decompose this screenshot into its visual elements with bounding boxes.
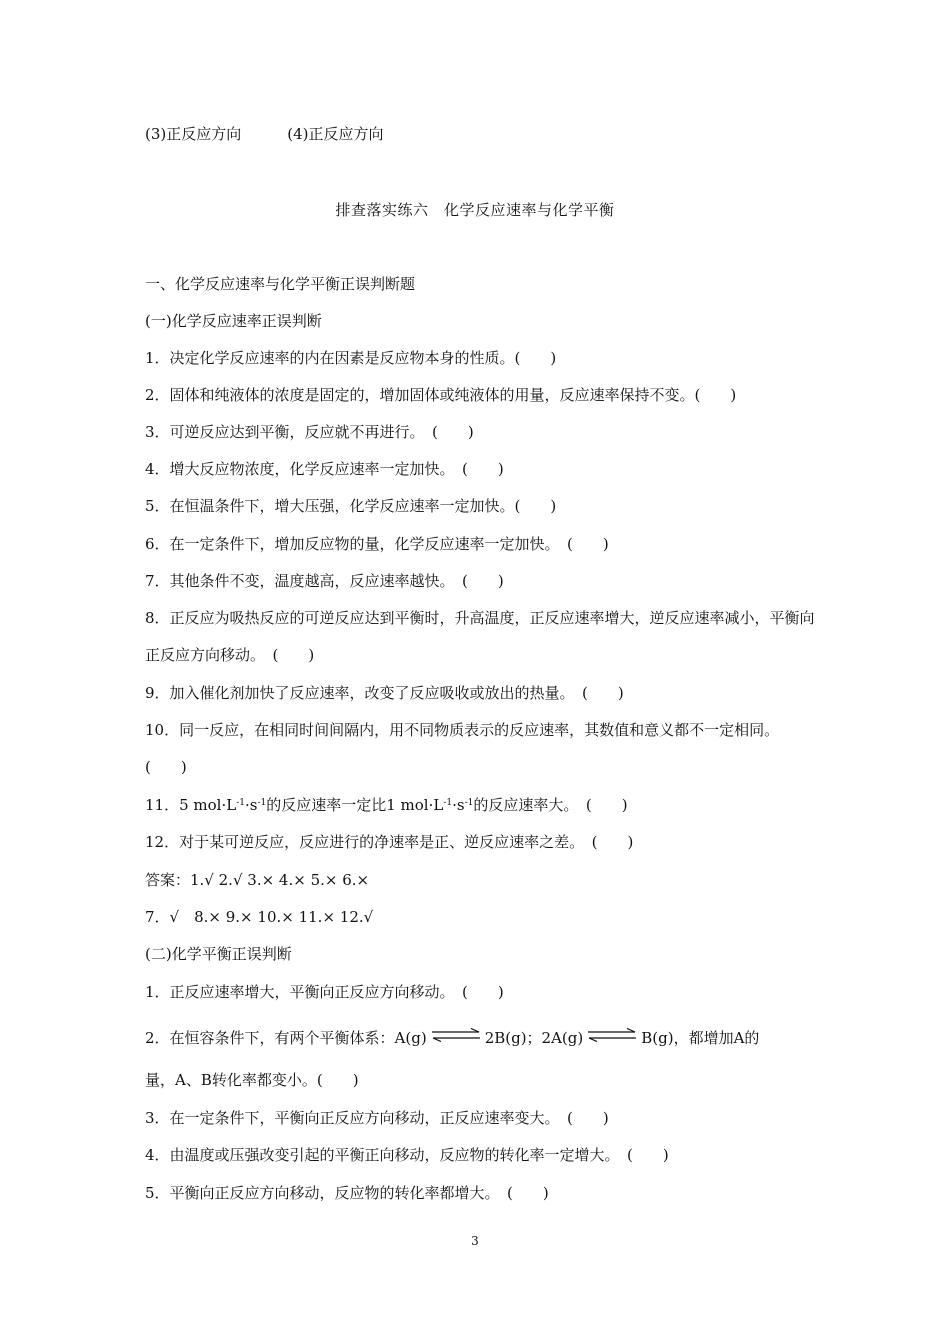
q11-text-part: ·s xyxy=(244,796,258,814)
q11-superscript: -1 xyxy=(257,798,267,808)
subsection-heading-rate: (一)化学反应速率正误判断 xyxy=(145,312,322,330)
q2-2-text-part: 2．在恒容条件下，有两个平衡体系：A(g) xyxy=(145,1029,427,1047)
equilibrium-arrow-icon xyxy=(430,1028,482,1042)
question-equilibrium-2-line-2: 量，A、B转化率都变小。( ) xyxy=(145,1071,359,1089)
q2-2-text-part: 2B(g)；2A(g) xyxy=(484,1029,584,1047)
previous-answers-line xyxy=(145,124,815,144)
answers-rate-line-2: 7．√ 8.× 9.× 10.× 11.× 12.√ xyxy=(145,908,374,926)
question-rate-3: 3．可逆反应达到平衡，反应就不再进行。 ( ) xyxy=(145,423,474,441)
question-rate-12: 12．对于某可逆反应，反应进行的净速率是正、逆反应速率之差。 ( ) xyxy=(145,833,634,851)
question-rate-11 xyxy=(145,795,815,815)
answers-rate-line-1: 答案：1.√ 2.√ 3.× 4.× 5.× 6.× xyxy=(145,871,370,889)
question-rate-6: 6．在一定条件下，增加反应物的量，化学反应速率一定加快。 ( ) xyxy=(145,535,609,553)
section-heading: 一、化学反应速率与化学平衡正误判断题 xyxy=(145,275,416,293)
q11-text-part: 的反应速率大。 ( ) xyxy=(473,796,628,814)
q2-2-text-part: B(g)，都增加A的 xyxy=(641,1029,760,1047)
previous-answer-4: (4)正反应方向 xyxy=(287,125,384,143)
question-rate-2: 2．固体和纯液体的浓度是固定的，增加固体或纯液体的用量，反应速率保持不变。( ) xyxy=(145,386,737,404)
previous-answer-3: (3)正反应方向 xyxy=(145,125,242,143)
question-equilibrium-4: 4．由温度或压强改变引起的平衡正向移动，反应物的转化率一定增大。 ( ) xyxy=(145,1146,669,1164)
question-equilibrium-5: 5．平衡向正反应方向移动，反应物的转化率都增大。 ( ) xyxy=(145,1184,549,1202)
question-rate-4: 4．增大反应物浓度，化学反应速率一定加快。 ( ) xyxy=(145,460,504,478)
subsection-heading-equilibrium: (二)化学平衡正误判断 xyxy=(145,945,292,963)
q11-superscript: -1 xyxy=(464,798,474,808)
question-rate-5: 5．在恒温条件下，增大压强，化学反应速率一定加快。( ) xyxy=(145,497,557,515)
q11-text-part: 的反应速率一定比1 mol·L xyxy=(266,796,444,814)
question-equilibrium-3: 3．在一定条件下，平衡向正反应方向移动，正反应速率变大。 ( ) xyxy=(145,1109,609,1127)
question-equilibrium-2-line-1 xyxy=(145,1028,815,1048)
q11-superscript: -1 xyxy=(236,798,245,808)
question-rate-1: 1．决定化学反应速率的内在因素是反应物本身的性质。( ) xyxy=(145,349,557,367)
q11-text-part: 11．5 mol·L xyxy=(145,796,237,814)
question-rate-8: 8．正反应为吸热反应的可逆反应达到平衡时，升高温度，正反应速率增大，逆反应速率减小，平衡向正反应方向移动。 ( ) xyxy=(145,609,815,664)
question-rate-7: 7．其他条件不变，温度越高，反应速率越快。 ( ) xyxy=(145,572,504,590)
question-rate-9: 9．加入催化剂加快了反应速率，改变了反应吸收或放出的热量。 ( ) xyxy=(145,684,624,702)
q11-text-part: ·s xyxy=(452,796,465,814)
question-equilibrium-1: 1．正反应速率增大，平衡向正反应方向移动。 ( ) xyxy=(145,983,504,1001)
page-number: 3 xyxy=(471,1234,479,1248)
q11-superscript: -1 xyxy=(443,798,453,808)
question-rate-10: 10．同一反应，在相同时间间隔内，用不同物质表示的反应速率，其数值和意义都不一定相同。 ( ) xyxy=(145,721,787,776)
equilibrium-arrow-icon xyxy=(586,1028,638,1042)
page-title: 排查落实练六 化学反应速率与化学平衡 xyxy=(335,201,615,219)
